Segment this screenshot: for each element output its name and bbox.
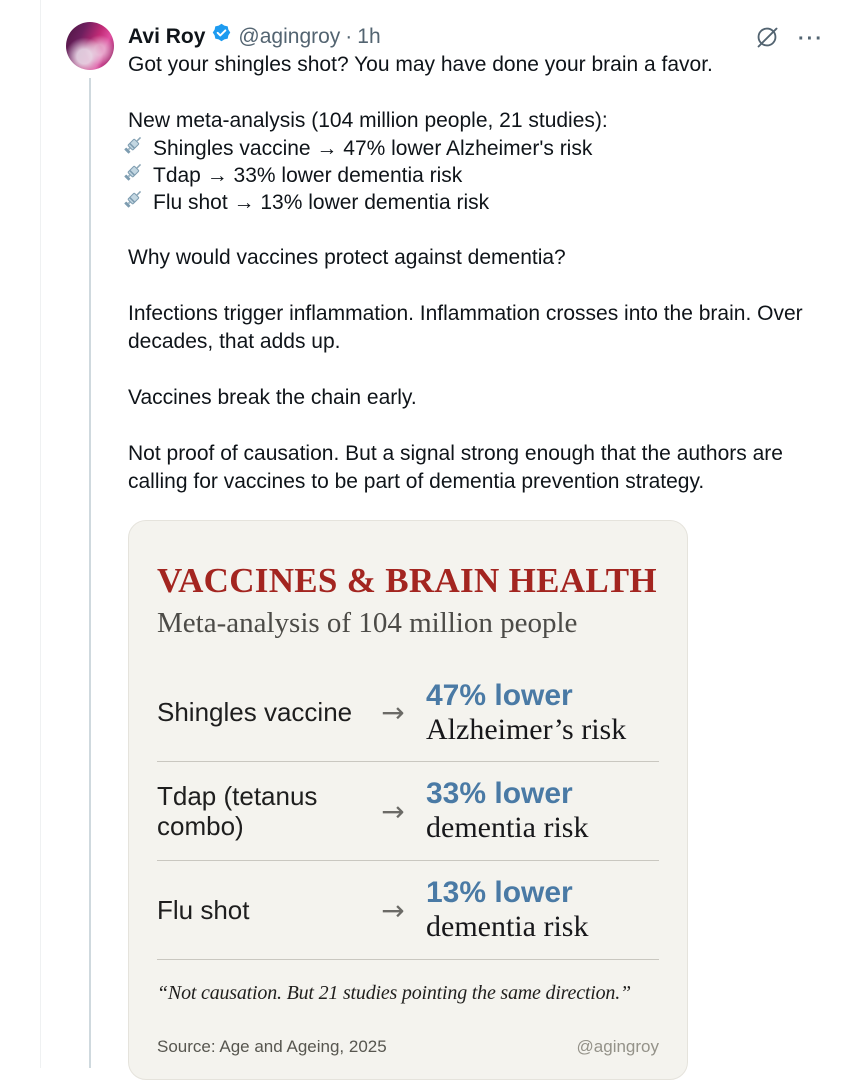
card-rows — [157, 664, 659, 960]
tweet-paragraph: Why would vaccines protect against dementia? — [128, 246, 566, 269]
vaccine-label: Tdap (tetanus combo) — [157, 780, 318, 842]
card-quote: “Not causation. But 21 studies pointing the same direction.” — [157, 981, 631, 1004]
card-row-shingles — [157, 664, 659, 763]
card-footer — [157, 1037, 659, 1057]
timeline-left-border — [40, 0, 41, 1068]
stat-risk: dementia risk — [426, 811, 589, 845]
tweet-bullet-list — [128, 135, 822, 216]
user-handle[interactable]: @agingroy — [238, 24, 341, 48]
more-icon: ··· — [798, 27, 824, 50]
card-credit-handle: @agingroy — [576, 1037, 659, 1056]
tweet-header — [128, 22, 822, 51]
tweet-meta-line: New meta-analysis (104 million people, 21 studies): — [128, 109, 608, 132]
avatar[interactable] — [66, 22, 114, 70]
stat-risk: Alzheimer’s risk — [426, 712, 627, 746]
arrow-icon: → — [381, 696, 405, 730]
card-row-flu — [157, 861, 659, 960]
timestamp[interactable]: 1h — [357, 24, 381, 48]
thread-connector-line — [89, 78, 91, 1068]
bullet-text: Tdap → 33% lower dementia risk — [153, 163, 463, 187]
stat-percent: 13% lower — [426, 876, 573, 910]
arrow-icon: → — [381, 794, 405, 828]
verified-badge-icon — [211, 22, 232, 51]
vaccine-label: Shingles vaccine — [157, 697, 353, 728]
bullet-text: Flu shot → 13% lower dementia risk — [153, 190, 490, 214]
tweet-text — [128, 51, 822, 496]
display-name[interactable]: Avi Roy — [128, 24, 206, 48]
tweet-paragraph: Vaccines break the chain early. — [128, 386, 417, 409]
tweet-paragraph: Infections trigger inflammation. Inflammation crosses into the brain. Over decades, that adds up. — [128, 302, 803, 353]
separator-dot: · — [345, 24, 353, 48]
tweet-line-1: Got your shingles shot? You may have done your brain a favor. — [128, 53, 713, 76]
card-row-tdap — [157, 762, 659, 861]
bullet-item — [128, 162, 822, 189]
syringe-icon — [122, 187, 145, 218]
tweet-paragraph: Not proof of causation. But a signal strong enough that the authors are calling for vaccines to be part of dementia prevention strategy. — [128, 442, 783, 493]
card-title: VACCINES & BRAIN HEALTH — [157, 561, 657, 600]
arrow-icon: → — [381, 893, 405, 927]
stat-percent: 47% lower — [426, 678, 573, 712]
vaccine-label: Flu shot — [157, 894, 250, 925]
bullet-item — [128, 135, 822, 162]
stat-risk: dementia risk — [426, 910, 589, 944]
bullet-item — [128, 189, 822, 216]
card-subtitle: Meta-analysis of 104 million people — [157, 606, 578, 639]
media-card-image[interactable] — [128, 520, 688, 1080]
tweet-body — [128, 22, 822, 1080]
stat-percent: 33% lower — [426, 777, 573, 811]
card-source: Source: Age and Ageing, 2025 — [157, 1037, 387, 1056]
bullet-text: Shingles vaccine → 47% lower Alzheimer's risk — [153, 136, 593, 160]
